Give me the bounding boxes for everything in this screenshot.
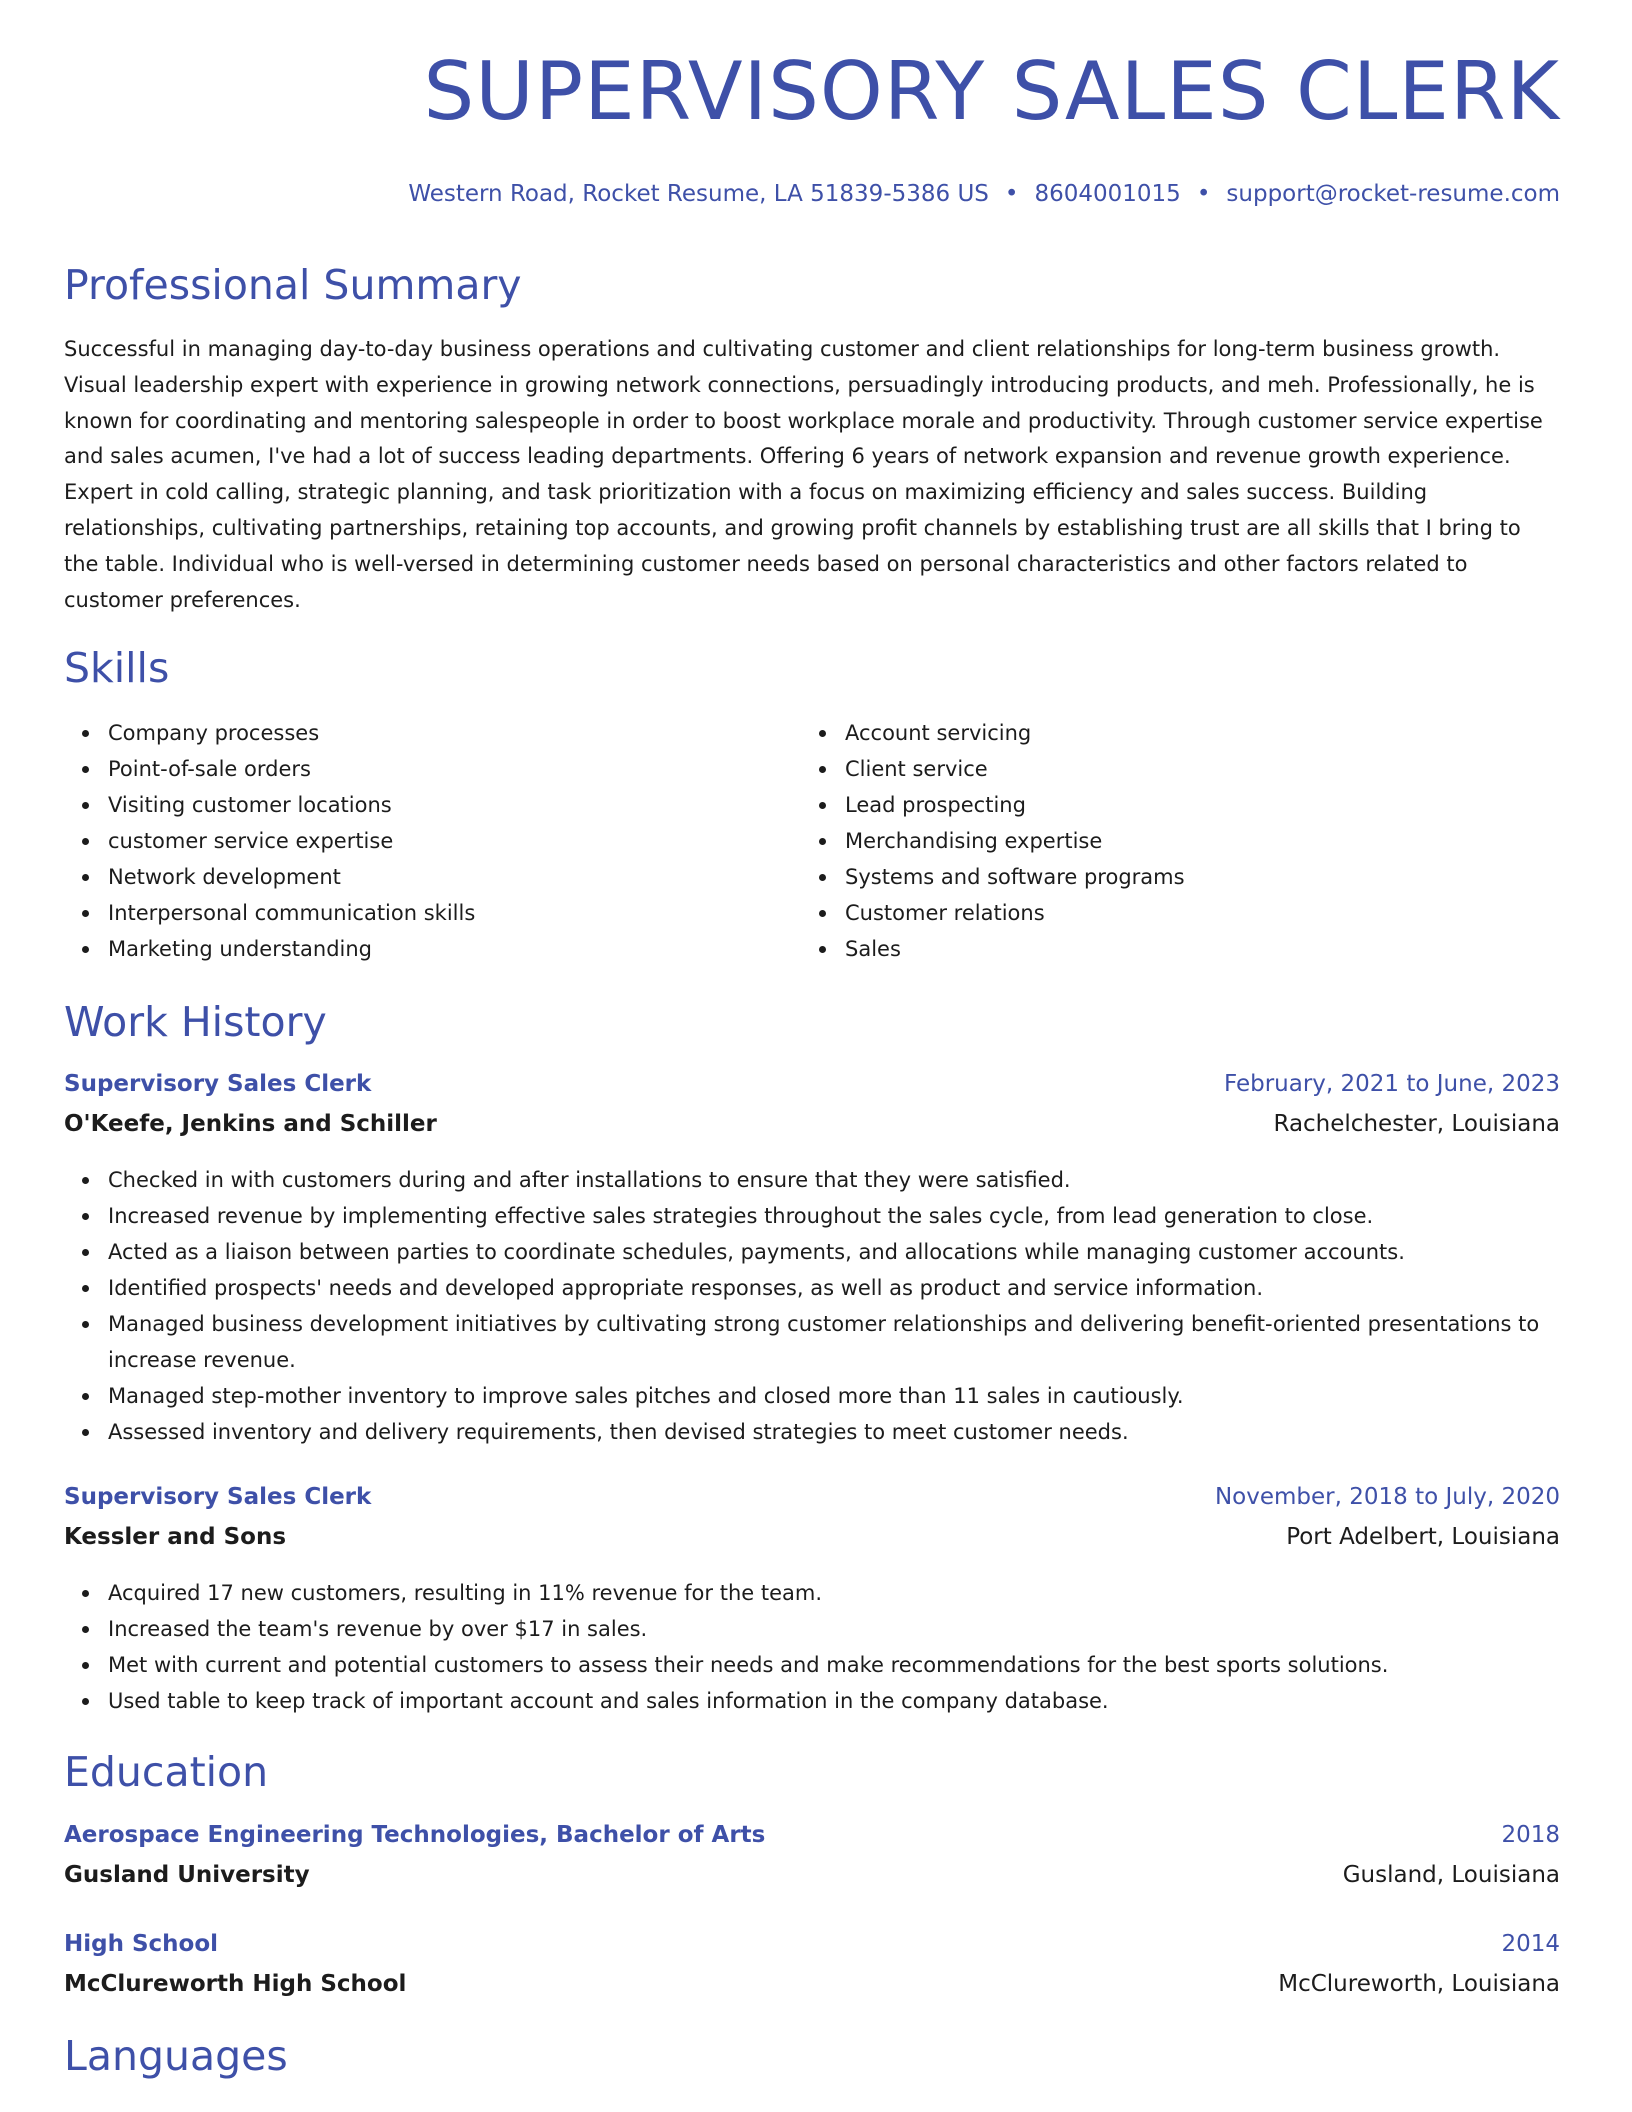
education-degree: High School xyxy=(64,1931,219,1957)
skill-item: Account servicing xyxy=(801,715,1541,751)
contact-phone: 8604001015 xyxy=(1034,181,1181,207)
summary-heading: Professional Summary xyxy=(64,261,522,309)
contact-email: support@rocket-resume.com xyxy=(1226,181,1560,207)
education-degree-row xyxy=(64,1931,1560,1961)
job-location: Port Adelbert, Louisiana xyxy=(1286,1524,1560,1550)
job-bullet: Managed business development initiatives by cultivating strong customer relationships and delivering benefit-oriented presentations to increase revenue. xyxy=(64,1306,1560,1378)
job-bullet: Acted as a liaison between parties to coordinate schedules, payments, and allocations while managing customer accounts. xyxy=(64,1234,1560,1270)
education-year: 2018 xyxy=(1501,1822,1560,1848)
education-degree-row xyxy=(64,1822,1560,1852)
job-title-row xyxy=(64,1484,1560,1514)
job-bullet: Identified prospects' needs and developed appropriate responses, as well as product and service information. xyxy=(64,1270,1560,1306)
education-location: McClureworth, Louisiana xyxy=(1278,1971,1560,1997)
contact-separator: • xyxy=(1004,181,1019,207)
work-history-heading: Work History xyxy=(64,998,327,1046)
skill-item: Client service xyxy=(801,751,1541,787)
skill-item: Interpersonal communication skills xyxy=(64,895,794,931)
job-company-row xyxy=(64,1111,1560,1141)
summary-text: Successful in managing day-to-day business operations and cultivating customer and client relationships for long-term business growth. Visual leadership expert with experience in growing network connections, persuadingly introducing products, and meh. Professionally, he is known for coordinating and mentoring salespeople in order to boost workplace morale and productivity. Through customer service expertise and sales acumen, I've had a lot of success leading departments. Offering 6 years of network expansion and revenue growth experience. Expert in cold calling, strategic planning, and task prioritization with a focus on maximizing efficiency and sales success. Building relationships, cultivating partnerships, retaining top accounts, and growing profit channels by establishing trust are all skills that I bring to the table. Individual who is well-versed in determining customer needs based on personal characteristics and other factors related to customer preferences. xyxy=(64,337,1543,612)
skill-item: Systems and software programs xyxy=(801,859,1541,895)
job-bullet: Managed step-mother inventory to improve sales pitches and closed more than 11 sales in cautiously. xyxy=(64,1378,1560,1414)
skill-item: Customer relations xyxy=(801,895,1541,931)
education-year: 2014 xyxy=(1501,1931,1560,1957)
skill-item: Merchandising expertise xyxy=(801,823,1541,859)
skills-list-right xyxy=(801,715,1541,967)
job-bullet: Met with current and potential customers to assess their needs and make recommendations for the best sports solutions. xyxy=(64,1647,1560,1683)
job-dates: November, 2018 to July, 2020 xyxy=(1214,1484,1560,1510)
job-dates: February, 2021 to June, 2023 xyxy=(1223,1071,1560,1097)
skill-item: Marketing understanding xyxy=(64,931,794,967)
languages-heading: Languages xyxy=(64,2032,288,2080)
education-school: Gusland University xyxy=(64,1862,310,1888)
skill-item: Lead prospecting xyxy=(801,787,1541,823)
skills-heading: Skills xyxy=(64,644,170,692)
contact-address: Western Road, Rocket Resume, LA 51839-5386 US xyxy=(408,181,989,207)
job-bullets xyxy=(64,1575,1560,1719)
skill-item: Sales xyxy=(801,931,1541,967)
contact-separator: • xyxy=(1196,181,1211,207)
education-location: Gusland, Louisiana xyxy=(1342,1862,1560,1888)
skill-item: Network development xyxy=(64,859,794,895)
education-school-row xyxy=(64,1971,1560,2001)
job-title: Supervisory Sales Clerk xyxy=(64,1484,372,1510)
education-degree: Aerospace Engineering Technologies, Bachelor of Arts xyxy=(64,1822,766,1848)
skill-item: Company processes xyxy=(64,715,794,751)
job-bullet: Used table to keep track of important account and sales information in the company database. xyxy=(64,1683,1560,1719)
job-title: Supervisory Sales Clerk xyxy=(64,1071,372,1097)
skill-item: Point-of-sale orders xyxy=(64,751,794,787)
job-bullets xyxy=(64,1162,1560,1450)
job-company: O'Keefe, Jenkins and Schiller xyxy=(64,1111,437,1137)
contact-line xyxy=(408,181,1560,207)
skills-list-left xyxy=(64,715,794,967)
job-bullet: Increased the team's revenue by over $17 in sales. xyxy=(64,1611,1560,1647)
job-bullet: Acquired 17 new customers, resulting in 11% revenue for the team. xyxy=(64,1575,1560,1611)
education-school: McClureworth High School xyxy=(64,1971,407,1997)
resume-name-title: SUPERVISORY SALES CLERK xyxy=(423,45,1560,138)
job-bullet: Increased revenue by implementing effective sales strategies throughout the sales cycle, from lead generation to close. xyxy=(64,1198,1560,1234)
skill-item: customer service expertise xyxy=(64,823,794,859)
job-bullet: Checked in with customers during and after installations to ensure that they were satisfied. xyxy=(64,1162,1560,1198)
job-location: Rachelchester, Louisiana xyxy=(1273,1111,1560,1137)
job-bullet: Assessed inventory and delivery requirements, then devised strategies to meet customer needs. xyxy=(64,1414,1560,1450)
job-title-row xyxy=(64,1071,1560,1101)
skill-item: Visiting customer locations xyxy=(64,787,794,823)
education-heading: Education xyxy=(64,1748,269,1796)
education-school-row xyxy=(64,1862,1560,1892)
job-company: Kessler and Sons xyxy=(64,1524,287,1550)
job-company-row xyxy=(64,1524,1560,1554)
